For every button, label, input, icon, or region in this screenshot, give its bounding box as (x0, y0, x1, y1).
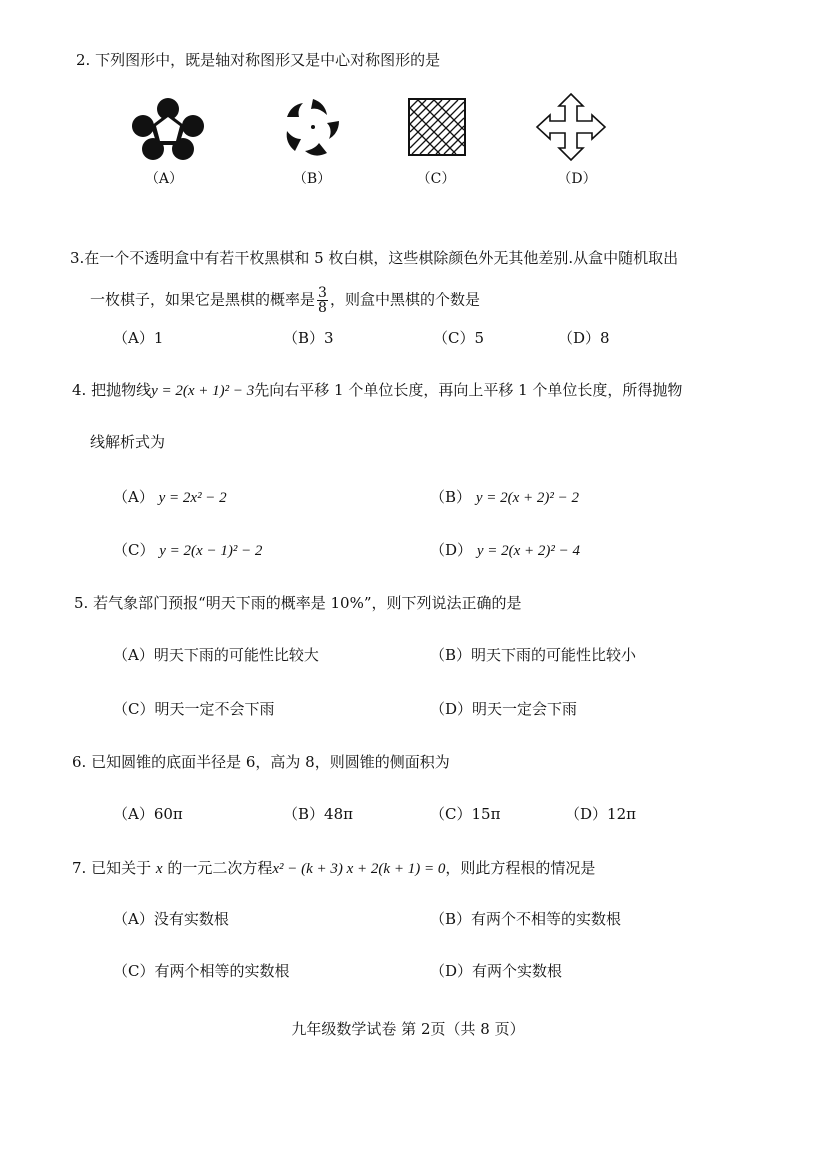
q5-option-d[interactable]: （D）明天一定会下雨 (430, 700, 578, 718)
q7-variable: x (155, 861, 163, 877)
q4-option-expression: y = 2(x + 2)² − 4 (476, 543, 580, 559)
woven-square-icon (408, 98, 466, 156)
q2-option-b[interactable]: （B） (292, 171, 332, 187)
q4-option-label: （D） (430, 541, 473, 559)
q6-option-a[interactable]: （A）60π (113, 805, 183, 823)
q6-option-b[interactable]: （B）48π (283, 805, 353, 823)
q2-option-a[interactable]: （A） (144, 171, 184, 187)
q5-option-a[interactable]: （A）明天下雨的可能性比较大 (113, 646, 319, 664)
q6-option-c[interactable]: （C）15π (430, 805, 501, 823)
q5-stem: 5. 若气象部门预报“明天下雨的概率是 10%”，则下列说法正确的是 (74, 594, 522, 612)
q4-option-label: （C） (113, 541, 155, 559)
q4-option-expression: y = 2x² − 2 (158, 490, 227, 506)
q6-stem: 6. 已知圆锥的底面半径是 6，高为 8，则圆锥的侧面积为 (72, 753, 450, 771)
q2-stem: 2. 下列图形中，既是轴对称图形又是中心对称图形的是 (76, 51, 441, 69)
q7-option-d[interactable]: （D）有两个实数根 (430, 962, 563, 980)
q6-option-d[interactable]: （D）12π (565, 805, 636, 823)
q4-option-d[interactable] (430, 540, 580, 561)
q7-stem-text-b: 的一元二次方程 (167, 859, 273, 877)
q3-stem-text-b: ，则盒中黑棋的个数是 (329, 290, 480, 309)
q5-option-c[interactable]: （C）明天一定不会下雨 (113, 700, 275, 718)
q4-stem-text-b: 先向右平移 1 个单位长度，再向上平移 1 个单位长度，所得抛物 (254, 381, 683, 399)
q4-option-b[interactable] (430, 487, 579, 508)
q7-option-c[interactable]: （C）有两个相等的实数根 (113, 962, 290, 980)
q3-option-a[interactable]: （A）1 (113, 329, 164, 347)
q3-stem-line2 (90, 286, 480, 315)
q2-option-d[interactable]: （D） (557, 171, 597, 187)
q4-option-label: （A） (113, 488, 154, 506)
q4-option-a[interactable] (113, 487, 227, 508)
q4-option-expression: y = 2(x + 2)² − 2 (475, 490, 579, 506)
q2-option-c[interactable]: （C） (416, 171, 456, 187)
page-footer: 九年级数学试卷 第 2页（共 8 页） (291, 1020, 525, 1038)
q4-stem-text-a: 4. 把抛物线 (72, 381, 152, 399)
pentagon-flower-icon (132, 95, 204, 161)
q3-option-c[interactable]: （C）5 (433, 329, 485, 347)
q4-option-expression: y = 2(x − 1)² − 2 (159, 543, 263, 559)
q4-option-c[interactable] (113, 540, 262, 561)
q7-option-a[interactable]: （A）没有实数根 (113, 910, 229, 928)
q7-stem-text-c: ，则此方程根的情况是 (445, 859, 596, 877)
q3-fraction-denominator: 8 (318, 300, 327, 316)
q7-stem (72, 858, 595, 879)
four-arrows-icon (535, 92, 607, 162)
q4-stem-line1 (72, 380, 682, 401)
pinwheel-icon (283, 97, 343, 159)
q4-stem-line2: 线解析式为 (90, 433, 166, 451)
q4-parabola-expression: y = 2(x + 1)² − 3 (151, 383, 255, 399)
q5-option-b[interactable]: （B）明天下雨的可能性比较小 (430, 646, 637, 664)
q3-fraction (317, 286, 328, 315)
q7-option-b[interactable]: （B）有两个不相等的实数根 (430, 910, 622, 928)
q3-option-d[interactable]: （D）8 (558, 329, 610, 347)
q3-stem-line1: 3.在一个不透明盒中有若干枚黑棋和 5 枚白棋，这些棋除颜色外无其他差别.从盒中随机取出 (70, 249, 679, 267)
q3-stem-text-a: 一枚棋子，如果它是黑棋的概率是 (90, 290, 316, 309)
q7-equation: x² − (k + 3) x + 2(k + 1) = 0 (272, 861, 446, 877)
q4-option-label: （B） (430, 488, 472, 506)
q3-option-b[interactable]: （B）3 (283, 329, 334, 347)
q7-stem-text-a: 7. 已知关于 (72, 859, 152, 877)
q3-fraction-numerator: 3 (318, 285, 327, 301)
